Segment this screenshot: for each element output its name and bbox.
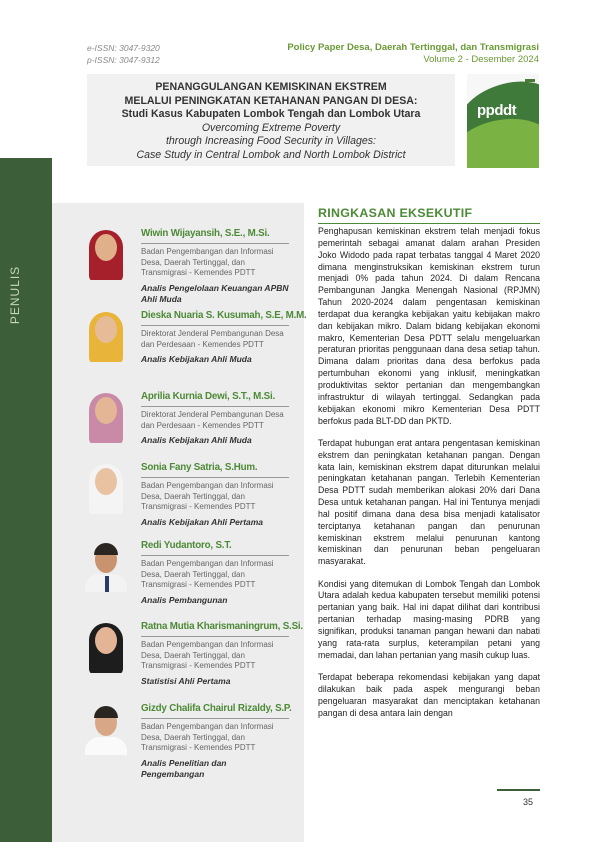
author-role: Analis Kebijakan Ahli Muda	[141, 435, 252, 445]
author-name: Redi Yudantoro, S.T.	[141, 540, 232, 551]
author-affiliation: Badan Pengembangan dan Informasi Desa, Daerah Tertinggal, dan Transmigrasi - Kemendes PDTT	[141, 722, 274, 752]
side-label: PENULIS	[8, 265, 23, 325]
author-rule	[141, 555, 289, 556]
section-title: RINGKASAN EKSEKUTIF	[318, 206, 473, 220]
author-photo-black-hijab	[82, 621, 132, 673]
author-role: Analis Kebijakan Ahli Pertama	[141, 516, 264, 527]
author-rule	[141, 325, 289, 326]
paragraph: Terdapat hubungan erat antara pengentasan kemiskinan ekstrem dan peningkatan ketahanan pangan. Dengan kata lain, kemiskinan ekstrem dapat diturunkan melalui peningkatan ketahanan pangan. Terlebih Kementerian Desa PDTT sudah memberikan alokasi 20% dari Dana Desa untuk ketahanan pangan. Hal ini Tentunya menjadi hal positif dimana dana desa bisa menjadi katalisator terciptanya ketahanan pangan dan penurunan kemiskinan ekstrem melalui penurunan kantong kemiskinan dan penurunan beban pengeluaran masyarakat.	[318, 437, 540, 567]
author-role: Analis Penelitian dan Pengembangan	[141, 757, 227, 779]
author-rule	[141, 718, 289, 719]
paragraph: Kondisi yang ditemukan di Lombok Tengah dan Lombok Utara adalah kedua kabupaten tersebut memiliki potensi pertanian yang baik. Hal ini dapat dilihat dari kontribusi pertanian terhadap masing-masing PDRB yang signifikan, produksi tanaman pangan hewani dan nabati yang rata-rata surplus, keterampilan petani yang memadai, dan lahan pertanian yang masih cukup luas.	[318, 578, 540, 660]
executive-summary	[318, 226, 540, 730]
author-info	[141, 391, 291, 446]
title-en-1: Overcoming Extreme Poverty	[201, 121, 341, 134]
journal-volume: Volume 2 - Desember 2024	[423, 54, 539, 65]
author-photo-red-hijab	[82, 228, 132, 280]
section-rule	[318, 223, 540, 224]
author-role: Analis Pembangunan	[141, 594, 228, 605]
author-rule	[141, 636, 289, 637]
author-name: Gizdy Chalifa Chairul Rizaldy, S.P.	[141, 703, 292, 714]
cover-logo: ppddt	[477, 102, 517, 119]
author-info	[141, 462, 291, 528]
author-name: Wiwin Wijayansih, S.E., M.Si.	[141, 228, 270, 239]
author-role: Statistisi Ahli Pertama	[141, 675, 231, 686]
title-box	[87, 74, 455, 166]
author-name: Ratna Mutia Kharismaningrum, S.Si.	[141, 621, 303, 632]
author-photo-man-tie	[82, 540, 132, 592]
pissn: p-ISSN: 3047-9312	[87, 55, 160, 65]
author-info	[141, 621, 303, 687]
title-en-2: through Increasing Food Security in Villages:	[165, 135, 377, 147]
author-affiliation: Badan Pengembangan dan Informasi Desa, Daerah Tertinggal, dan Transmigrasi - Kemendes PDTT	[141, 247, 274, 277]
author-affiliation: Badan Pengembangan dan Informasi Desa, Daerah Tertinggal, dan Transmigrasi - Kemendes PDTT	[141, 640, 274, 670]
author-info	[141, 310, 307, 365]
issn-block	[87, 42, 160, 66]
author-name: Dieska Nuaria S. Kusumah, S.E, M.M.	[141, 310, 307, 321]
author-photo-floral-hijab	[82, 391, 132, 443]
paragraph: Penghapusan kemiskinan ekstrem telah menjadi fokus pemerintah sebagai amanat dalam arahan Presiden Joko Widodo pada rapat terbatas tanggal 4 Maret 2020 dimana menginstruksikan kemiskinan ekstrem turun menjadi 0% pada tahun 2024. Di dalam Rencana Pembangunan Jangka Menengah Nasional (RPJMN) Tahun 2020-2024 dalam pengentasan kemiskinan terdapat dua kerangka kebijakan yaitu kebijakan makro dan kebijakan mikro. Dalam bidang kebijakan ekonomi makro, Kementerian Desa PDTT selalu mengeluarkan peraturan prioritas penggunaan dana desa setiap tahun. Dimana dalam prioritas dana desa berfokus pada pertumbuhan ekonomi yang inklusif, meningkatkan produktivitas sektor pertanian dan mengembangkan infrastruktur di wilayah tertinggal. Sedangkan pada kebijakan ekonomi mikro Kementerian Desa PDTT berfokus pada BLT-DD dan PKTD.	[318, 226, 540, 426]
author-rule	[141, 477, 289, 478]
paragraph: Terdapat beberapa rekomendasi kebijakan yang dapat dilakukan baik pada aspek mengurangi beban pengeluaran masyarakat dan menciptakan ketahanan pangan di desa antara lain dengan	[318, 672, 540, 718]
footer-rule	[497, 789, 540, 791]
title-line-1: PENANGGULANGAN KEMISKINAN EKSTREM	[155, 81, 387, 93]
author-info	[141, 703, 291, 780]
author-info	[141, 228, 291, 305]
author-photo-white-hijab	[82, 462, 132, 514]
journal-name: Policy Paper Desa, Daerah Tertinggal, dan Transmigrasi	[287, 42, 539, 53]
author-photo-man-white-shirt	[82, 703, 132, 755]
author-info	[141, 540, 291, 606]
author-affiliation: Direktorat Jenderal Pembangunan Desa dan Perdesaan - Kemendes PDTT	[141, 329, 284, 349]
eissn: e-ISSN: 3047-9320	[87, 43, 160, 53]
author-rule	[141, 406, 289, 407]
author-role: Analis Pengelolaan Keuangan APBN Ahli Muda	[141, 282, 289, 304]
author-rule	[141, 243, 289, 244]
page-number: 35	[523, 797, 534, 807]
author-name: Sonia Fany Satria, S.Hum.	[141, 462, 258, 473]
title-en-3: Case Study in Central Lombok and North Lombok District	[136, 148, 406, 161]
title-line-2: MELALUI PENINGKATAN KETAHANAN PANGAN DI DESA:	[124, 94, 418, 107]
journal-header	[287, 42, 539, 66]
title-line-3: Studi Kasus Kabupaten Lombok Tengah dan Lombok Utara	[121, 108, 421, 120]
journal-cover-thumbnail	[467, 74, 539, 168]
author-photo-yellow-hijab	[82, 310, 132, 362]
author-affiliation: Direktorat Jenderal Pembangunan Desa dan Perdesaan - Kemendes PDTT	[141, 410, 284, 430]
author-name: Aprilia Kurnia Dewi, S.T., M.Si.	[141, 391, 276, 402]
author-role: Analis Kebijakan Ahli Muda	[141, 354, 252, 364]
author-affiliation: Badan Pengembangan dan Informasi Desa, Daerah Tertinggal, dan Transmigrasi - Kemendes PDTT	[141, 481, 274, 511]
author-affiliation: Badan Pengembangan dan Informasi Desa, Daerah Tertinggal, dan Transmigrasi - Kemendes PDTT	[141, 559, 274, 589]
cover-emblem	[525, 79, 535, 82]
